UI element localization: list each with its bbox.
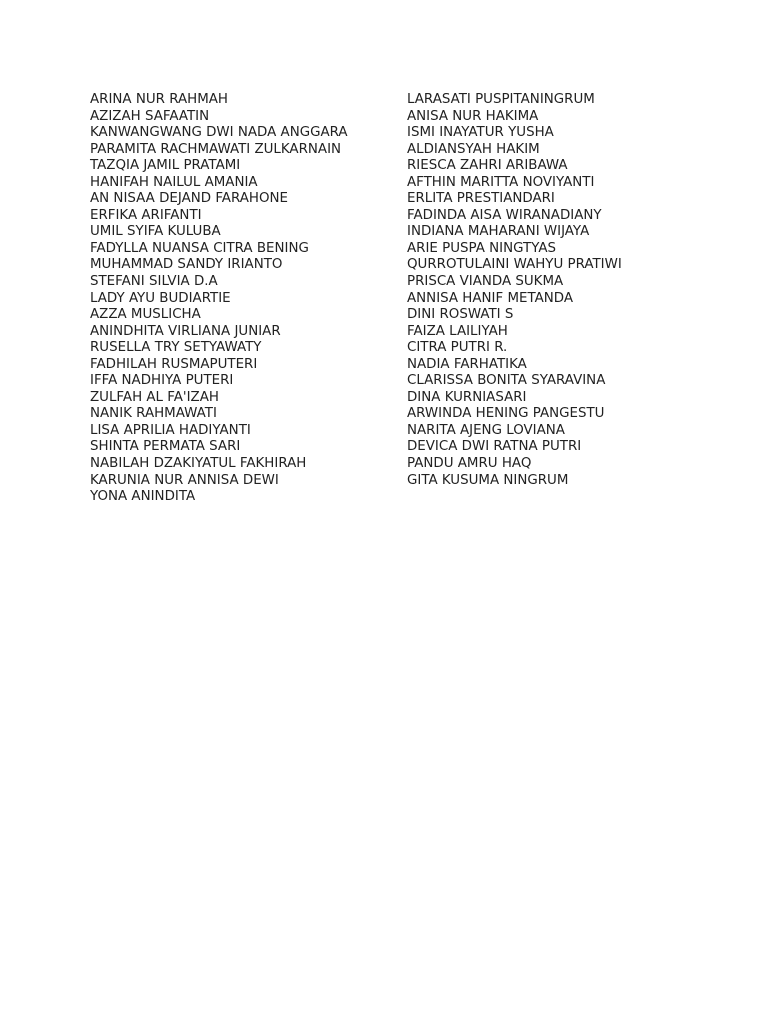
name-list-item: NANIK RAHMAWATI [90,406,217,422]
name-list-item: LISA APRILIA HADIYANTI [90,422,251,438]
name-list-item: MUHAMMAD SANDY IRIANTO [90,257,283,273]
name-list-item: LADY AYU BUDIARTIE [90,290,231,306]
name-list-item: AFTHIN MARITTA NOVIYANTI [407,174,595,190]
name-list-item: KARUNIA NUR ANNISA DEWI [90,472,279,488]
name-list-item: LARASATI PUSPITANINGRUM [407,92,595,107]
name-list-item: HANIFAH NAILUL AMANIA [90,174,258,190]
name-list-item: CLARISSA BONITA SYARAVINA [407,373,606,389]
name-list-item: SHINTA PERMATA SARI [90,439,241,455]
name-list-item: ARIE PUSPA NINGTYAS [407,240,557,256]
name-list-item: ERLITA PRESTIANDARI [407,191,555,207]
name-list-item: INDIANA MAHARANI WIJAYA [407,224,590,240]
name-list-item: QURROTULAINI WAHYU PRATIWI [407,257,622,273]
name-list-item: ARWINDA HENING PANGESTU [407,406,605,422]
name-list-item: YONA ANINDITA [90,489,196,505]
name-list-item: FADINDA AISA WIRANADIANY [407,207,602,223]
name-list-item: AN NISAA DEJAND FARAHONE [90,191,288,207]
name-list-item: ANINDHITA VIRLIANA JUNIAR [90,323,281,339]
name-list-item: NABILAH DZAKIYATUL FAKHIRAH [90,456,307,472]
name-list-item: ERFIKA ARIFANTI [90,207,202,223]
name-list-item: IFFA NADHIYA PUTERI [90,373,234,389]
name-list-item: ALDIANSYAH HAKIM [407,141,540,157]
name-list-item: FAIZA LAILIYAH [407,323,508,339]
name-list-item: UMIL SYIFA KULUBA [90,224,221,240]
name-list-item: RIESCA ZAHRI ARIBAWA [407,158,568,174]
name-list-item: FADHILAH RUSMAPUTERI [90,356,258,372]
name-list-item: ANISA NUR HAKIMA [407,108,539,124]
name-list-item: PARAMITA RACHMAWATI ZULKARNAIN [90,141,342,157]
name-list-item: STEFANI SILVIA D.A [90,274,218,290]
name-list-right-column [407,92,622,489]
name-list-item: NADIA FARHATIKA [407,356,527,372]
name-list-item: ARINA NUR RAHMAH [90,92,228,107]
name-list-item: ISMI INAYATUR YUSHA [407,125,554,141]
name-list-left-column [90,92,348,506]
name-list-item: AZZA MUSLICHA [90,307,201,323]
name-list-item: NARITA AJENG LOVIANA [407,422,565,438]
name-list-item: GITA KUSUMA NINGRUM [407,472,569,488]
name-list-item: TAZQIA JAMIL PRATAMI [90,158,241,174]
name-list-item: ZULFAH AL FA'IZAH [90,389,219,405]
name-list-item: DINA KURNIASARI [407,389,527,405]
name-list-item: DEVICA DWI RATNA PUTRI [407,439,582,455]
name-list-item: FADYLLA NUANSA CITRA BENING [90,240,309,256]
name-list-item: ANNISA HANIF METANDA [407,290,574,306]
name-list-item: DINI ROSWATI S [407,307,514,323]
name-list-item: RUSELLA TRY SETYAWATY [90,340,262,356]
name-list-item: CITRA PUTRI R. [407,340,508,356]
name-list-item: AZIZAH SAFAATIN [90,108,210,124]
name-list-item: PRISCA VIANDA SUKMA [407,274,564,290]
name-list-item: KANWANGWANG DWI NADA ANGGARA [90,125,348,141]
name-list-item: PANDU AMRU HAQ [407,456,532,472]
